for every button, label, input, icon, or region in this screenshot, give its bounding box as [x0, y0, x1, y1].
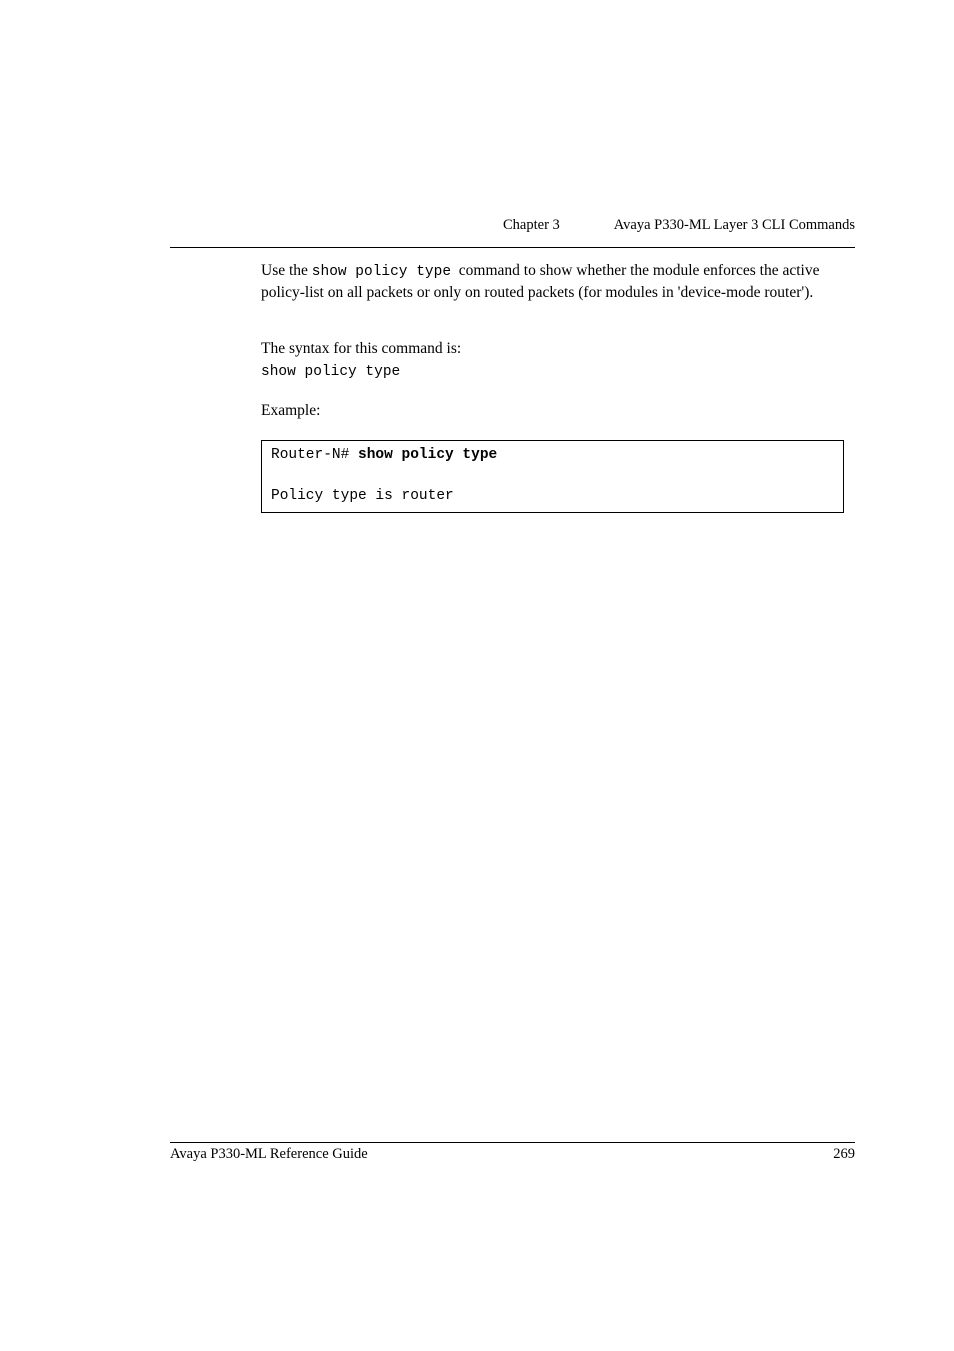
syntax-command: show policy type — [261, 364, 401, 380]
example-command: show policy type — [358, 447, 498, 463]
footer-rule — [170, 1142, 855, 1143]
syntax-label: The syntax for this command is: — [261, 340, 462, 357]
example-code-box — [261, 440, 844, 513]
footer-title: Avaya P330-ML Reference Guide — [170, 1146, 368, 1162]
page-footer — [170, 1144, 855, 1164]
intro-text-after: command to show whether the module enforces the active policy-list on all packets or only on routed packets (for modules in 'device-mode router'). — [261, 262, 824, 301]
example-label: Example: — [261, 402, 321, 419]
example-command-line — [271, 446, 497, 465]
header-chapter: Chapter 3 — [503, 217, 560, 233]
header-rule — [170, 247, 855, 248]
header-title: Avaya P330-ML Layer 3 CLI Commands — [613, 217, 855, 233]
running-header — [170, 215, 855, 235]
intro-text-before: Use the — [261, 262, 312, 279]
intro-paragraph — [261, 261, 855, 302]
example-prompt: Router-N# — [271, 447, 359, 463]
example-output-line: Policy type is router — [271, 488, 454, 504]
page-number: 269 — [833, 1146, 855, 1162]
intro-command: show policy type — [311, 264, 452, 280]
